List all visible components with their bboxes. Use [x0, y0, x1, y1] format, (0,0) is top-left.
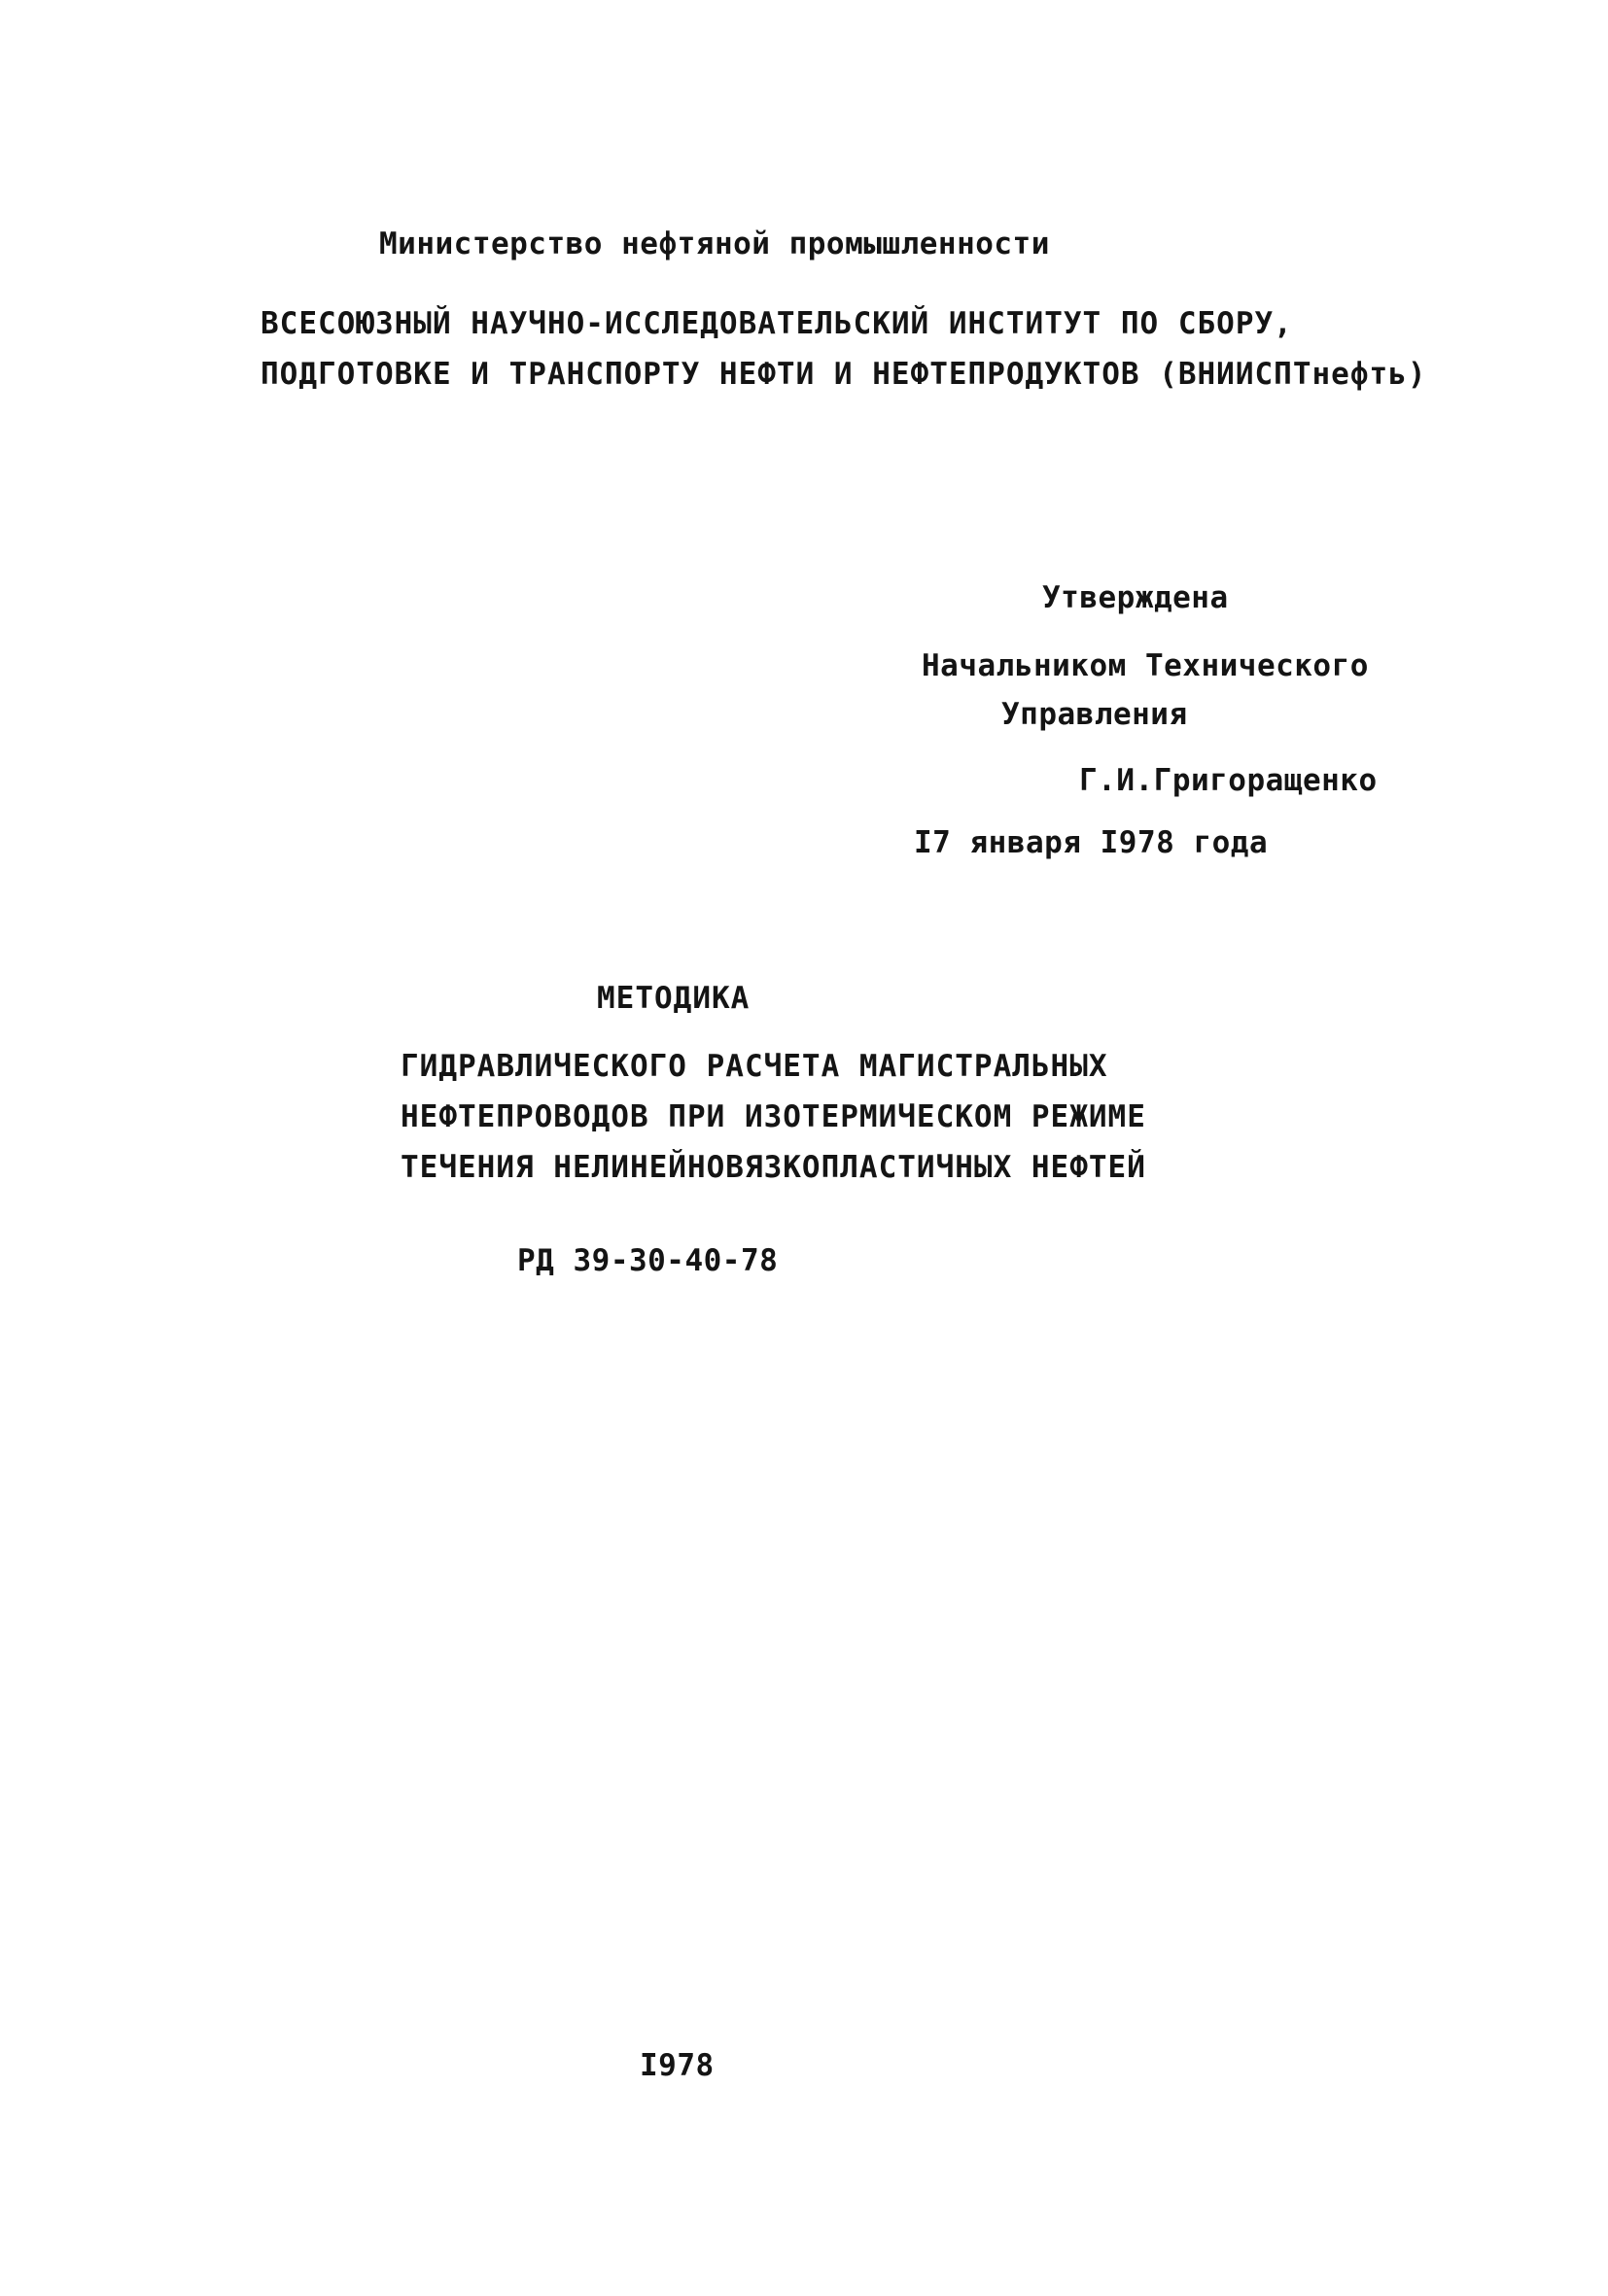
publication-year: I978: [640, 2048, 715, 2083]
institute-line-2: ПОДГОТОВКЕ И ТРАНСПОРТУ НЕФТИ И НЕФТЕПРОДУКТОВ (ВНИИСПТнефть): [261, 357, 1427, 392]
approval-date: I7 января I978 года: [914, 825, 1269, 860]
approver-title-line-2: Управления: [1001, 697, 1188, 732]
approval-label: Утверждена: [1042, 580, 1229, 615]
document-title-line-1: ГИДРАВЛИЧЕСКОГО РАСЧЕТА МАГИСТРАЛЬНЫХ: [401, 1049, 1108, 1084]
approver-title-line-1: Начальником Технического: [922, 648, 1369, 683]
institute-line-1: ВСЕСОЮЗНЫЙ НАУЧНО-ИССЛЕДОВАТЕЛЬСКИЙ ИНСТИТУТ ПО СБОРУ,: [261, 306, 1293, 341]
ministry-line: Министерство нефтяной промышленности: [379, 226, 1050, 261]
approver-name: Г.И.Григоращенко: [1079, 763, 1378, 798]
document-title-line-2: НЕФТЕПРОВОДОВ ПРИ ИЗОТЕРМИЧЕСКОМ РЕЖИМЕ: [401, 1099, 1146, 1134]
document-type: МЕТОДИКА: [597, 981, 751, 1016]
document-title-line-3: ТЕЧЕНИЯ НЕЛИНЕЙНОВЯЗКОПЛАСТИЧНЫХ НЕФТЕЙ: [401, 1150, 1146, 1185]
document-code: РД 39-30-40-78: [517, 1243, 779, 1278]
